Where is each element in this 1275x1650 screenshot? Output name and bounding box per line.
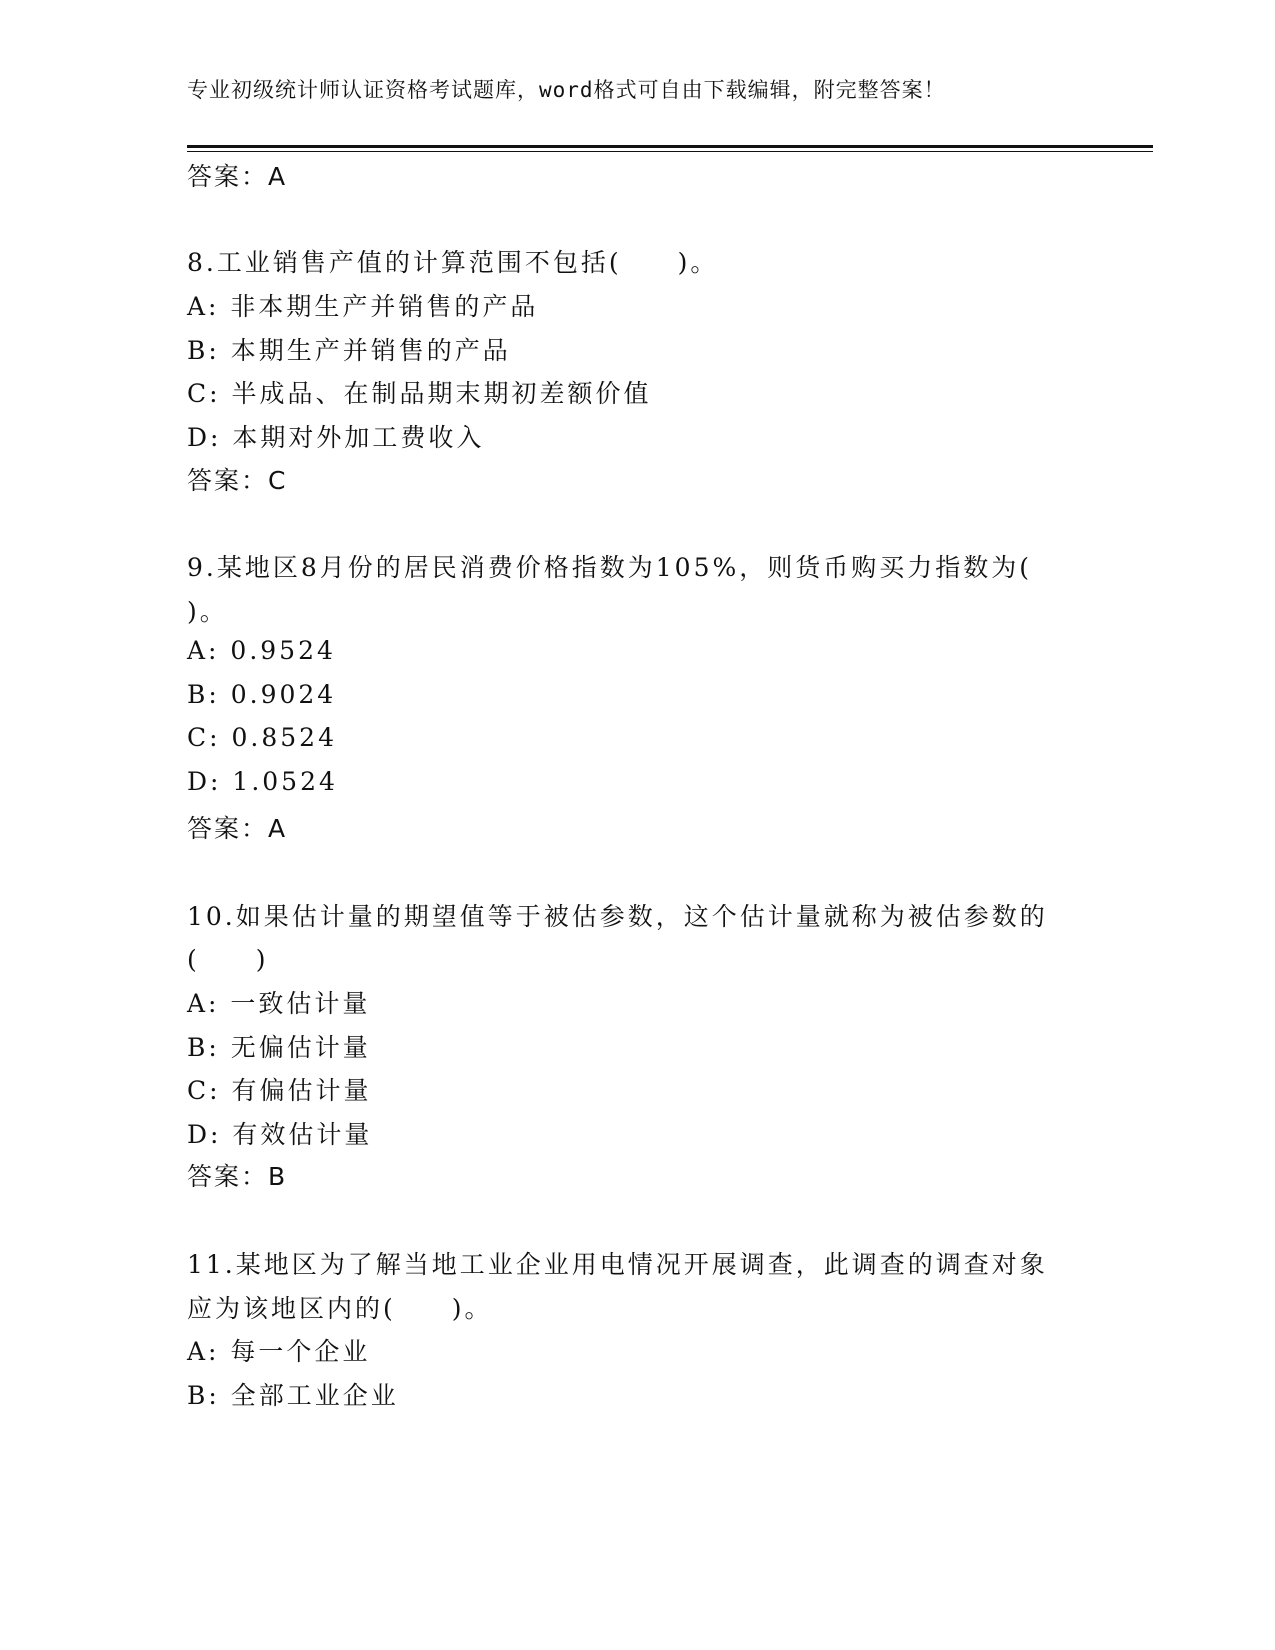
answer-line: 答案：A <box>187 162 288 191</box>
question-11-option-b: B: 全部工业企业 <box>187 1381 399 1410</box>
header-rule-thick <box>187 145 1153 148</box>
question-9-answer: 答案：A <box>187 814 288 843</box>
question-8-option-c: C: 半成品、在制品期末期初差额价值 <box>187 379 652 408</box>
question-11-stem: 11.某地区为了解当地工业企业用电情况开展调查，此调查的调查对象 <box>187 1250 1048 1279</box>
question-9-option-c: C: 0.8524 <box>187 723 337 752</box>
question-9-stem: 9.某地区8月份的居民消费价格指数为105%，则货币购买力指数为( <box>187 553 1032 582</box>
question-9-option-a: A: 0.9524 <box>187 636 336 665</box>
question-10-stem-cont: ( ) <box>187 945 269 974</box>
header-rule-thin <box>187 151 1153 152</box>
question-10-stem: 10.如果估计量的期望值等于被估参数，这个估计量就称为被估参数的 <box>187 902 1048 931</box>
question-8-option-a: A: 非本期生产并销售的产品 <box>187 292 539 321</box>
question-10-answer: 答案：B <box>187 1162 288 1191</box>
question-8-option-d: D: 本期对外加工费收入 <box>187 423 485 452</box>
question-9-option-d: D: 1.0524 <box>187 767 338 796</box>
page-header: 专业初级统计师认证资格考试题库，word格式可自由下载编辑，附完整答案！ <box>187 78 946 102</box>
question-11-stem-cont: 应为该地区内的( )。 <box>187 1294 493 1323</box>
question-10-option-c: C: 有偏估计量 <box>187 1076 372 1105</box>
question-11-option-a: A: 每一个企业 <box>187 1337 371 1366</box>
question-8-option-b: B: 本期生产并销售的产品 <box>187 336 511 365</box>
question-9-stem-cont: )。 <box>187 597 228 626</box>
question-10-option-b: B: 无偏估计量 <box>187 1033 371 1062</box>
question-10-option-a: A: 一致估计量 <box>187 989 371 1018</box>
question-8-stem: 8.工业销售产值的计算范围不包括( )。 <box>187 248 719 277</box>
question-9-option-b: B: 0.9024 <box>187 680 337 709</box>
question-8-answer: 答案：C <box>187 466 288 495</box>
question-10-option-d: D: 有效估计量 <box>187 1120 373 1149</box>
